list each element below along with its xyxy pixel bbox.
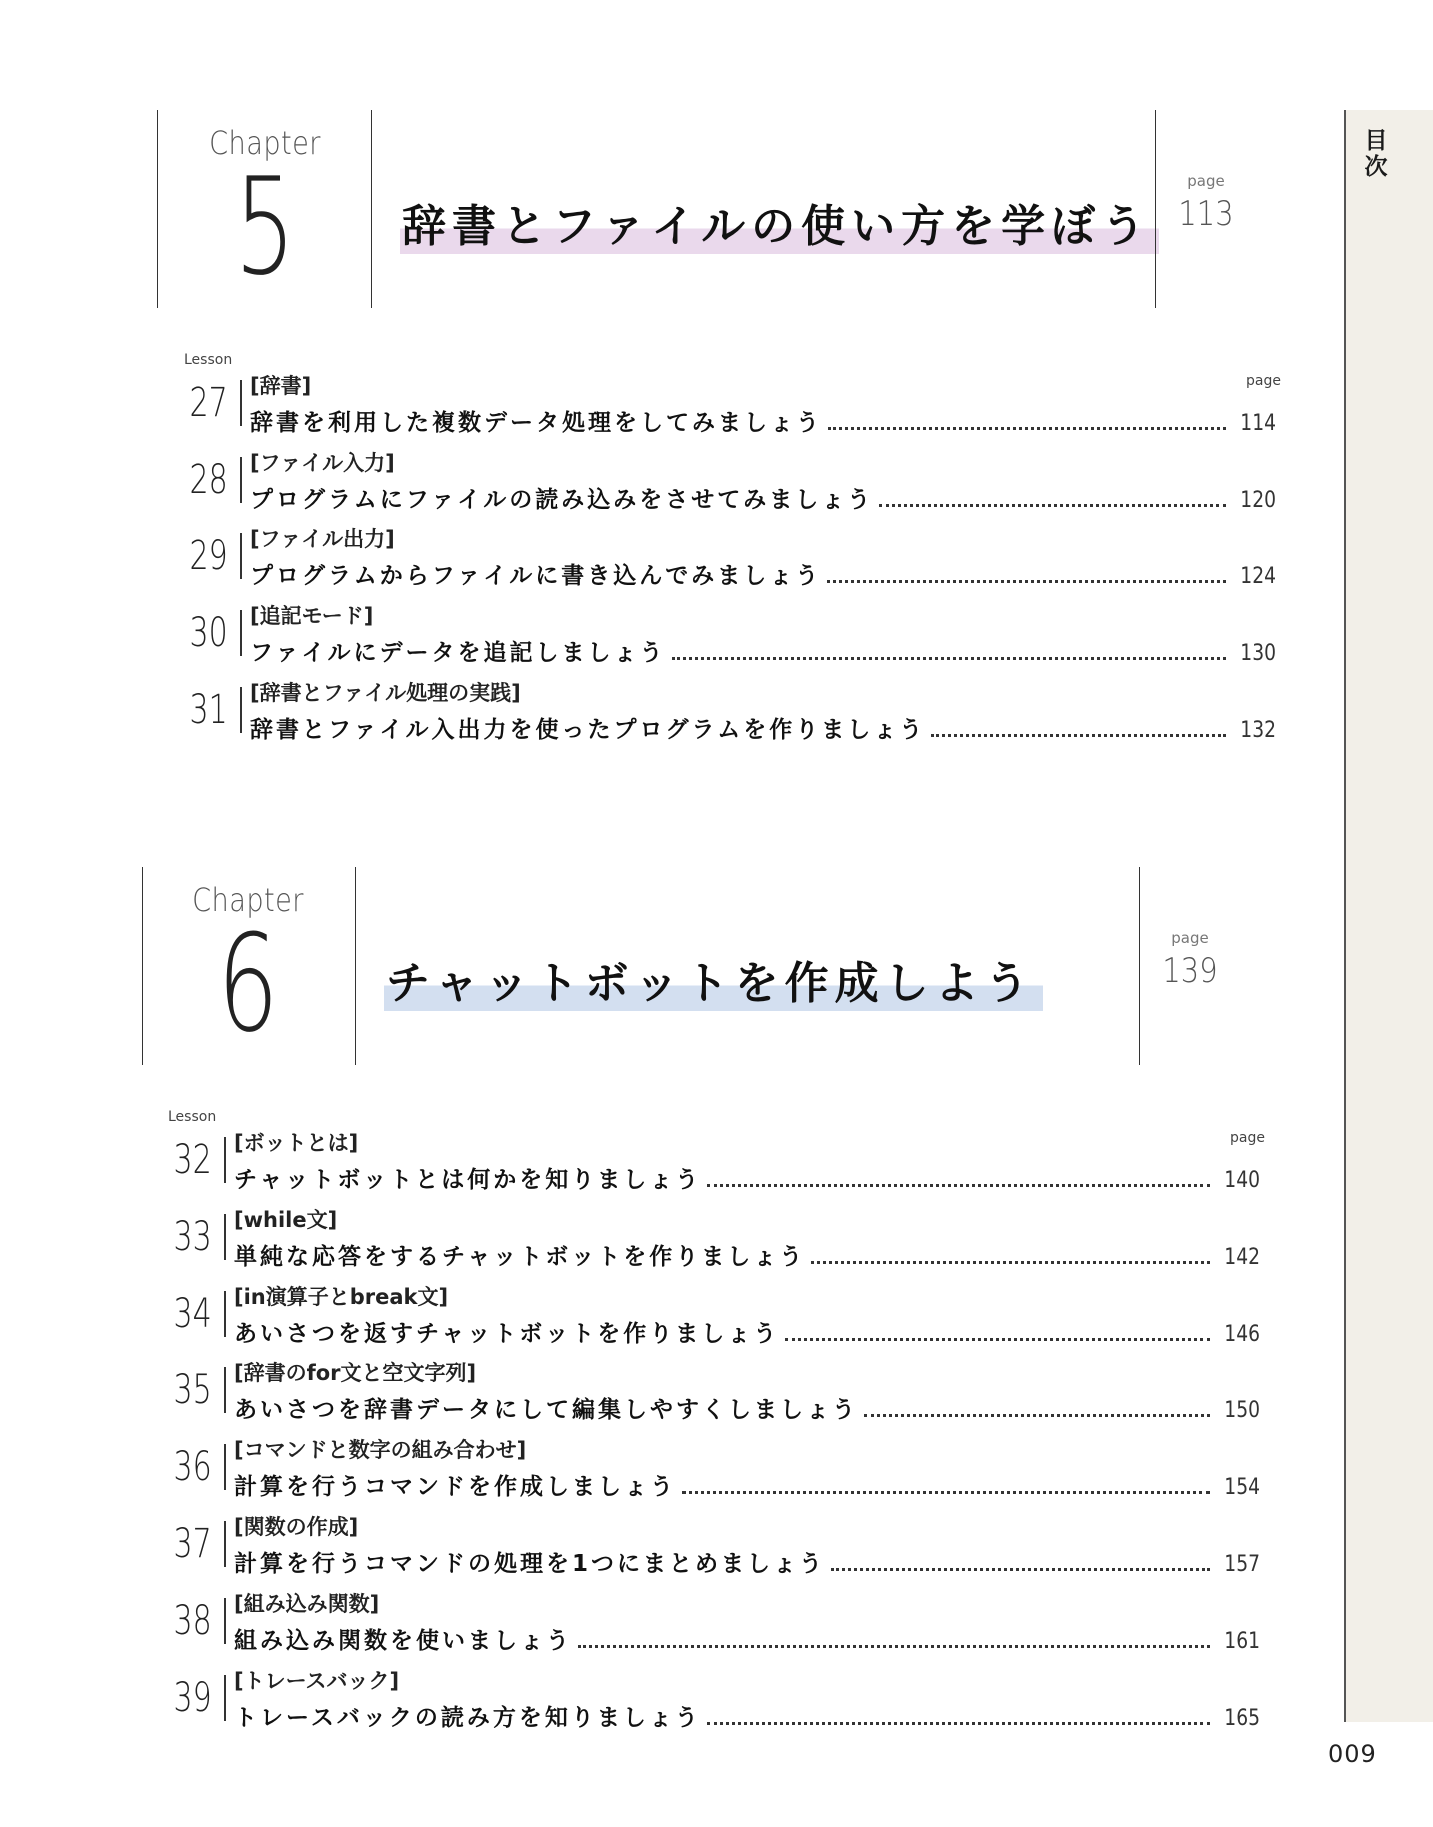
lesson-row (250, 481, 1276, 514)
lesson-bar (224, 1214, 226, 1260)
lesson-topic: [in演算子とbreak文] (234, 1285, 449, 1309)
lesson-bar (224, 1367, 226, 1413)
dot-leader (707, 1722, 1210, 1725)
lesson-title: トレースバックの読み方を知りましょう (234, 1705, 701, 1731)
lesson-bar (240, 457, 242, 503)
lesson-page: 140 (1224, 1168, 1260, 1193)
chapter-page-label: page (1187, 172, 1225, 190)
lesson-number: 32 (173, 1137, 212, 1183)
lesson-number: 36 (173, 1444, 212, 1490)
lesson-row (234, 1622, 1260, 1655)
dot-leader (864, 1414, 1210, 1417)
lesson-row (234, 1391, 1260, 1424)
lesson-item[interactable] (184, 677, 1276, 745)
lesson-page: 120 (1240, 488, 1276, 513)
lesson-title: 辞書を利用した複数データ処理をしてみましょう (250, 410, 822, 436)
lesson-title: プログラムからファイルに書き込んでみましょう (250, 563, 822, 589)
lesson-page: 154 (1224, 1475, 1260, 1500)
lesson-topic: [ボットとは] (234, 1131, 359, 1155)
lesson-bar (224, 1137, 226, 1183)
lesson-item[interactable] (168, 1434, 1260, 1502)
page-folio: 009 (1328, 1740, 1377, 1768)
lesson-page: 114 (1240, 411, 1276, 436)
lessons-page-label: page (1230, 1130, 1265, 1146)
dot-leader (707, 1184, 1210, 1187)
lesson-item[interactable] (168, 1204, 1260, 1272)
sidebar-title: 目次 (1364, 128, 1388, 180)
lesson-title: 単純な応答をするチャットボットを作りましょう (234, 1244, 806, 1270)
lesson-number: 39 (173, 1675, 212, 1721)
chapter-number: 6 (217, 906, 279, 1062)
lesson-item[interactable] (168, 1127, 1260, 1195)
lesson-row (250, 634, 1276, 667)
chapter-number: 5 (234, 149, 296, 305)
lesson-title: プログラムにファイルの読み込みをさせてみましょう (250, 487, 874, 513)
toc-sidebar (1344, 110, 1433, 1722)
dot-leader (879, 504, 1226, 507)
lesson-topic: [辞書] (250, 374, 312, 398)
lesson-page: 142 (1224, 1245, 1260, 1270)
lesson-row (234, 1545, 1260, 1578)
lesson-number: 37 (173, 1521, 212, 1567)
lesson-topic: [コマンドと数字の組み合わせ] (234, 1438, 527, 1462)
dot-leader (578, 1645, 1210, 1648)
lesson-bar (240, 533, 242, 579)
divider (1139, 867, 1140, 1065)
lesson-row (234, 1161, 1260, 1194)
chapter-page-label: page (1171, 929, 1209, 947)
dot-leader (831, 1568, 1210, 1571)
divider (157, 110, 158, 308)
lesson-item[interactable] (184, 370, 1276, 438)
lesson-number: 33 (173, 1214, 212, 1260)
lesson-item[interactable] (184, 523, 1276, 591)
lesson-bar (240, 380, 242, 426)
lesson-row (250, 404, 1276, 437)
divider (142, 867, 143, 1065)
lesson-item[interactable] (184, 600, 1276, 668)
divider (371, 110, 372, 308)
lesson-bar (240, 687, 242, 733)
chapter-label: Chapter (209, 124, 321, 162)
lesson-title: ファイルにデータを追記しましょう (250, 640, 666, 666)
lesson-item[interactable] (168, 1665, 1260, 1733)
divider (355, 867, 356, 1065)
lesson-page: 150 (1224, 1398, 1260, 1423)
lesson-title: あいさつを返すチャットボットを作りましょう (234, 1321, 780, 1347)
lesson-row (234, 1468, 1260, 1501)
lesson-page: 157 (1224, 1552, 1260, 1577)
dot-leader (827, 580, 1226, 583)
lesson-topic: [追記モード] (250, 604, 374, 628)
lesson-page: 130 (1240, 641, 1276, 666)
dot-leader (931, 734, 1226, 737)
chapter-page-number: 113 (1178, 194, 1234, 234)
lesson-number: 29 (189, 533, 228, 579)
lesson-number: 38 (173, 1598, 212, 1644)
lesson-bar (224, 1675, 226, 1721)
dot-leader (785, 1338, 1210, 1341)
lesson-row (250, 711, 1276, 744)
lesson-page: 124 (1240, 564, 1276, 589)
lesson-topic: [辞書のfor文と空文字列] (234, 1361, 477, 1385)
lesson-title: 辞書とファイル入出力を使ったプログラムを作りましょう (250, 717, 926, 743)
lesson-title: あいさつを辞書データにして編集しやすくしましょう (234, 1397, 858, 1423)
lesson-item[interactable] (168, 1357, 1260, 1425)
lesson-topic: [組み込み関数] (234, 1592, 380, 1616)
lesson-topic: [while文] (234, 1208, 338, 1232)
lessons-page-label: page (1246, 373, 1281, 389)
lesson-page: 146 (1224, 1322, 1260, 1347)
lesson-bar (224, 1291, 226, 1337)
dot-leader (811, 1261, 1210, 1264)
chapter-title[interactable]: チャットボットを作成しよう (384, 947, 1043, 1011)
lesson-number: 35 (173, 1367, 212, 1413)
lesson-bar (224, 1521, 226, 1567)
lesson-topic: [ファイル出力] (250, 527, 395, 551)
lesson-row (234, 1699, 1260, 1732)
chapter-6-header (0, 867, 1344, 1067)
lesson-title: 計算を行うコマンドを作成しましょう (234, 1474, 676, 1500)
lesson-label: Lesson (168, 1109, 217, 1125)
dot-leader (828, 427, 1226, 430)
lesson-item[interactable] (168, 1588, 1260, 1656)
lesson-bar (240, 610, 242, 656)
chapter-5-header (0, 110, 1344, 310)
lesson-row (250, 557, 1276, 590)
lesson-row (234, 1315, 1260, 1348)
lesson-title: 組み込み関数を使いましょう (234, 1628, 572, 1654)
lesson-bar (224, 1444, 226, 1490)
lesson-page: 165 (1224, 1706, 1260, 1731)
divider (1155, 110, 1156, 308)
lesson-number: 28 (189, 457, 228, 503)
lesson-item[interactable] (168, 1511, 1260, 1579)
lesson-topic: [辞書とファイル処理の実践] (250, 681, 521, 705)
lesson-topic: [ファイル入力] (250, 451, 395, 475)
lesson-number: 30 (189, 610, 228, 656)
lesson-title: 計算を行うコマンドの処理を1つにまとめましょう (234, 1551, 826, 1577)
lesson-number: 31 (189, 687, 228, 733)
dot-leader (682, 1491, 1210, 1494)
lesson-page: 132 (1240, 718, 1276, 743)
lesson-number: 27 (189, 380, 228, 426)
lesson-topic: [トレースバック] (234, 1669, 400, 1693)
chapter-title[interactable]: 辞書とファイルの使い方を学ぼう (400, 190, 1159, 254)
lesson-label: Lesson (184, 352, 233, 368)
lesson-topic: [関数の作成] (234, 1515, 359, 1539)
lesson-item[interactable] (184, 447, 1276, 515)
lesson-number: 34 (173, 1291, 212, 1337)
chapter-page-number: 139 (1162, 951, 1218, 991)
lesson-bar (224, 1598, 226, 1644)
lesson-row (234, 1238, 1260, 1271)
chapter-label: Chapter (192, 881, 304, 919)
lesson-item[interactable] (168, 1281, 1260, 1349)
lesson-title: チャットボットとは何かを知りましょう (234, 1167, 702, 1193)
lesson-page: 161 (1224, 1629, 1260, 1654)
dot-leader (672, 657, 1226, 660)
